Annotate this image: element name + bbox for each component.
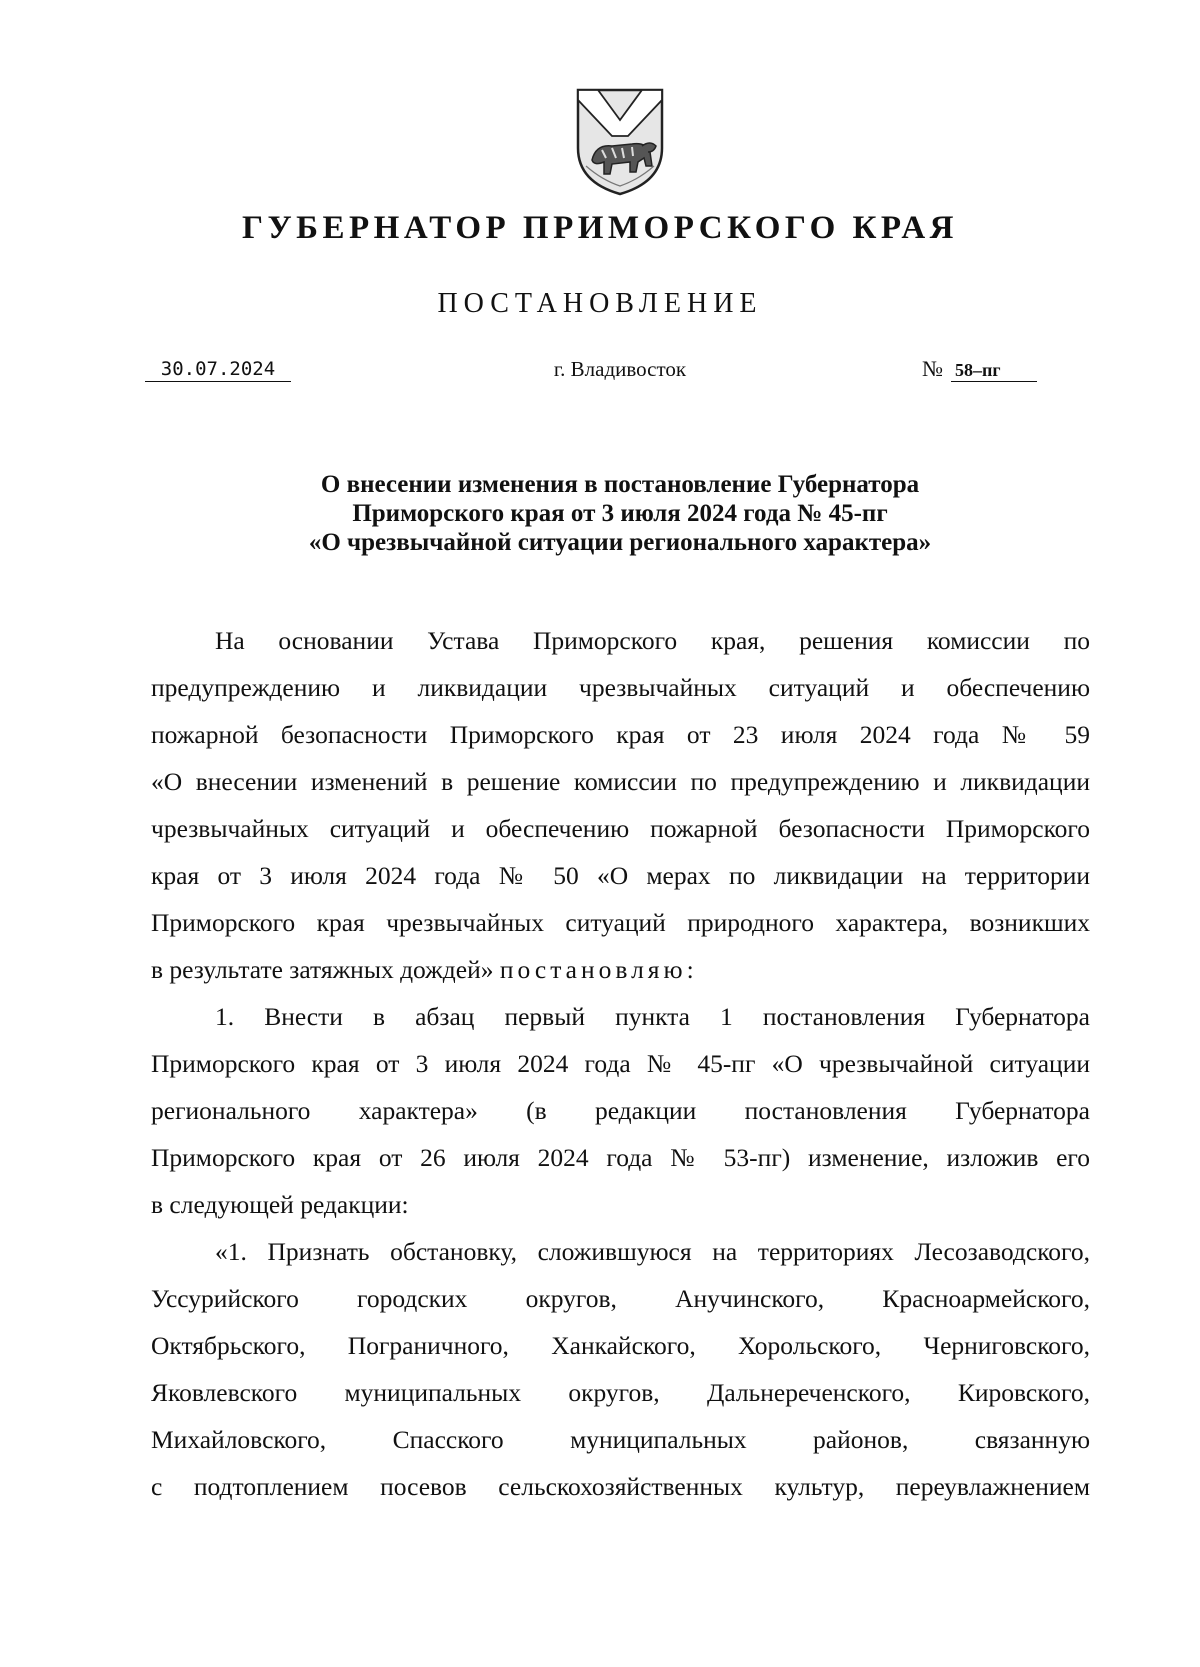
body-line: «1. Признать обстановку, сложившуюся на территориях Лесозаводского, [215, 1237, 1090, 1266]
document-title [150, 470, 1090, 557]
body-line: Приморского края от 26 июля 2024 года № 53-пг) изменение, изложив его [151, 1143, 1090, 1172]
organization-name: ГУБЕРНАТОР ПРИМОРСКОГО КРАЯ [241, 210, 959, 246]
body-line: предупреждению и ликвидации чрезвычайных ситуаций и обеспечению [151, 673, 1090, 702]
document-type: ПОСТАНОВЛЕНИЕ [437, 288, 763, 319]
body-line: чрезвычайных ситуаций и обеспечению пожарной безопасности Приморского [151, 814, 1090, 843]
document-body [151, 626, 1090, 1519]
coat-of-arms-icon [572, 86, 668, 198]
title-line: Приморского края от 3 июля 2024 года № 45-пг [352, 500, 888, 527]
body-line: На основании Устава Приморского края, решения комиссии по [215, 626, 1090, 655]
body-line: края от 3 июля 2024 года № 50 «О мерах по ликвидации на территории [151, 861, 1090, 890]
body-line: Михайловского, Спасского муниципальных районов, связанную [151, 1425, 1090, 1454]
body-line: «О внесении изменений в решение комиссии по предупреждению и ликвидации [151, 767, 1090, 796]
number-sign: № [922, 356, 943, 381]
body-line: Уссурийского городских округов, Анучинского, Красноармейского, [151, 1284, 1090, 1313]
document-number [922, 356, 1037, 382]
body-line: Яковлевского муниципальных округов, Дальнереченского, Кировского, [151, 1378, 1090, 1407]
document-city: г. Владивосток [553, 357, 687, 381]
body-line: Приморского края от 3 июля 2024 года № 45-пг «О чрезвычайной ситуации [151, 1049, 1090, 1078]
body-line: с подтоплением посевов сельскохозяйственных культур, переувлажнением [151, 1472, 1090, 1501]
body-line [151, 955, 1090, 1002]
body-line-text: в результате затяжных дождей» [151, 955, 494, 984]
title-line: «О чрезвычайной ситуации регионального характера» [308, 529, 932, 556]
document-date: 30.07.2024 [145, 358, 291, 382]
body-line: 1. Внести в абзац первый пункта 1 постановления Губернатора [215, 1002, 1090, 1031]
body-line: в следующей редакции: [151, 1190, 409, 1219]
body-line: пожарной безопасности Приморского края от 23 июля 2024 года № 59 [151, 720, 1090, 749]
body-line: Приморского края чрезвычайных ситуаций природного характера, возникших [151, 908, 1090, 937]
number-value: 58–пг [951, 360, 1037, 382]
decree-word: постановляю: [499, 955, 698, 984]
title-line: О внесении изменения в постановление Губернатора [320, 471, 920, 498]
body-line: Октябрьского, Пограничного, Ханкайского, Хорольского, Черниговского, [151, 1331, 1090, 1360]
body-line: регионального характера» (в редакции постановления Губернатора [151, 1096, 1090, 1125]
